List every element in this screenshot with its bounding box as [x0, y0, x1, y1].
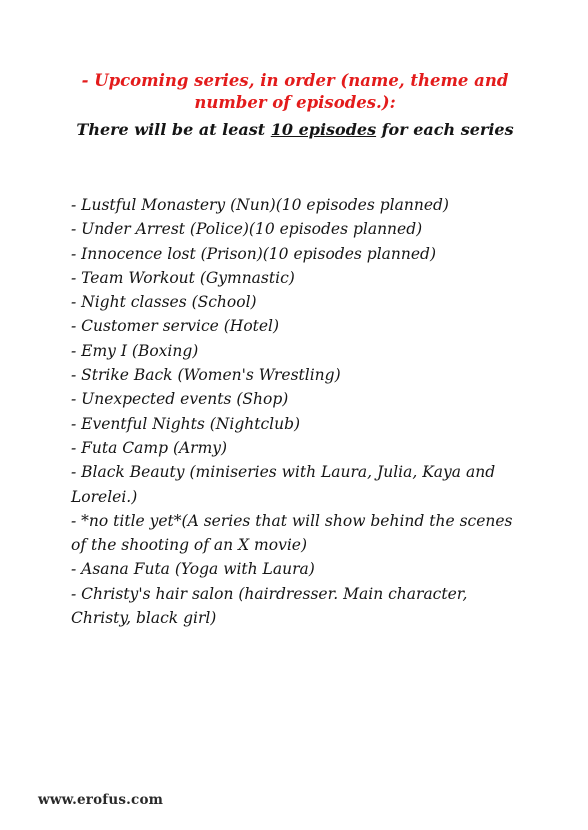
watermark-text: www.erofus.com [38, 792, 164, 808]
series-item: - Lustful Monastery (Nun)(10 episodes planned) [71, 196, 449, 214]
episodes-note-after: for each series [376, 120, 514, 139]
series-item: - Night classes (School) [71, 293, 257, 312]
episodes-note [60, 119, 530, 141]
section-heading: - Upcoming series, in order (name, theme and number of episodes.): [81, 71, 509, 112]
series-item: - Black Beauty (miniseries with Laura, Julia, Kaya and Lorelei.) [71, 463, 496, 506]
series-item: - Strike Back (Women's Wrestling) [71, 366, 341, 385]
series-item: - Team Workout (Gymnastic) [71, 268, 295, 287]
series-item: - Unexpected events (Shop) [71, 390, 289, 409]
series-list [71, 193, 521, 630]
series-item: - Customer service (Hotel) [71, 317, 280, 336]
episodes-note-before: There will be at least [76, 120, 271, 139]
series-item: - Asana Futa (Yoga with Laura) [71, 560, 315, 579]
series-item: - Under Arrest (Police)(10 episodes planned) [71, 220, 423, 239]
series-item: - *no title yet*(A series that will show behind the scenes of the shooting of an X movie) [71, 511, 513, 555]
series-item: - Christy's hair salon (hairdresser. Main character, Christy, black girl) [71, 584, 468, 628]
series-item: - Eventful Nights (Nightclub) [71, 414, 301, 433]
series-item: - Futa Camp (Army) [71, 438, 228, 457]
episodes-note-underlined: 10 episodes [270, 120, 377, 139]
series-item: - Emy I (Boxing) [71, 341, 199, 360]
series-item: - Innocence lost (Prison)(10 episodes planned) [71, 244, 436, 263]
